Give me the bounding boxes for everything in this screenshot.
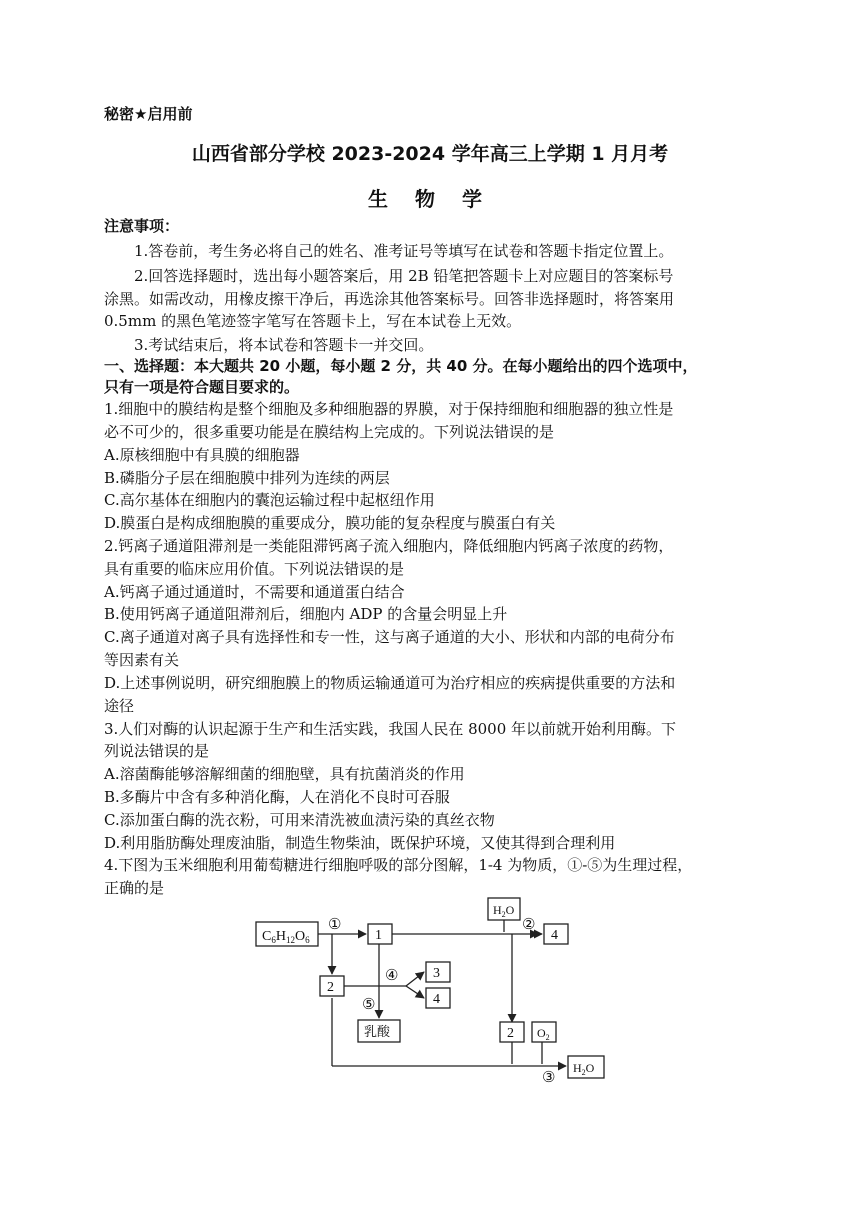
q4-stem-cont: 正确的是 [104, 879, 165, 897]
q2-stem: 2.钙离子通道阻滞剂是一类能阻滞钙离子流入细胞内，降低细胞内钙离子浓度的药物， [104, 537, 674, 555]
q4-stem: 4.下图为玉米细胞利用葡萄糖进行细胞呼吸的部分图解，1-4 为物质，①-⑤为生理过程， [104, 856, 693, 874]
glucose-label: $C_6H_{12}O_6$ [262, 929, 310, 945]
o2-label: $O_2$ [537, 1026, 550, 1042]
notice-item-3: 3.考试结束后，将本试卷和答题卡一并交回。 [134, 336, 434, 354]
step-2-label: ② [522, 917, 536, 933]
lactic-acid-label: 乳酸 [364, 1024, 391, 1039]
subject-title: 生 物 学 [368, 187, 492, 211]
step-3-label: ③ [542, 1070, 556, 1086]
h2o-top-label: $H_2O$ [493, 903, 515, 919]
section-heading-cont: 只有一项是符合题目要求的。 [104, 378, 300, 396]
q3-stem: 3.人们对酶的认识起源于生产和生活实践，我国人民在 8000 年以前就开始利用酶。下 [104, 720, 677, 738]
q2-stem-cont: 具有重要的临床应用价值。下列说法错误的是 [104, 560, 405, 578]
notice-item-2-cont2: 0.5mm 的黑色笔迹签字笔写在答题卡上，写在本试卷上无效。 [104, 312, 522, 330]
box-2-left-label: 2 [327, 980, 334, 995]
q1-option-d: D.膜蛋白是构成细胞膜的重要成分，膜功能的复杂程度与膜蛋白有关 [104, 514, 556, 532]
notice-item-1: 1.答卷前，考生务必将自己的姓名、准考证号等填写在试卷和答题卡指定位置上。 [134, 242, 674, 260]
confidential-mark: 秘密★启用前 [104, 105, 193, 123]
q2-option-c-cont: 等因素有关 [104, 651, 180, 669]
exam-title: 山西省部分学校 2023-2024 学年高三上学期 1 月月考 [191, 143, 669, 165]
step-5-label: ⑤ [362, 997, 376, 1013]
box-4-right-label: 4 [551, 928, 558, 943]
q3-option-a: A.溶菌酶能够溶解细菌的细胞壁，具有抗菌消炎的作用 [104, 765, 465, 783]
notice-item-2: 2.回答选择题时，选出每小题答案后，用 2B 铅笔把答题卡上对应题目的答案标号 [134, 267, 674, 285]
q1-option-a: A.原核细胞中有具膜的细胞器 [104, 446, 300, 464]
q2-option-d-cont: 途径 [104, 697, 135, 715]
q2-option-c: C.离子通道对离子具有选择性和专一性，这与离子通道的大小、形状和内部的电荷分布 [104, 628, 675, 646]
section-heading: 一、选择题：本大题共 20 小题，每小题 2 分，共 40 分。在每小题给出的四个选项中， [104, 357, 698, 375]
q2-option-a: A.钙离子通过通道时，不需要和通道蛋白结合 [104, 583, 405, 601]
q3-option-c: C.添加蛋白酶的洗衣粉，可用来清洗被血渍污染的真丝衣物 [104, 811, 495, 829]
q2-option-d: D.上述事例说明，研究细胞膜上的物质运输通道可为治疗相应的疾病提供重要的方法和 [104, 674, 676, 692]
h2o-bottom-label: $H_2O$ [573, 1061, 595, 1077]
box-3-label: 3 [433, 966, 440, 981]
notice-item-2-cont: 涂黑。如需改动，用橡皮擦干净后，再选涂其他答案标号。回答非选择题时，将答案用 [104, 290, 675, 308]
box-2-right-label: 2 [507, 1026, 514, 1041]
q2-option-b: B.使用钙离子通道阻滞剂后，细胞内 ADP 的含量会明显上升 [104, 605, 508, 623]
q1-option-b: B.磷脂分子层在细胞膜中排列为连续的两层 [104, 469, 390, 487]
q3-stem-cont: 列说法错误的是 [104, 742, 210, 760]
q1-option-c: C.高尔基体在细胞内的囊泡运输过程中起枢纽作用 [104, 491, 435, 509]
q3-option-b: B.多酶片中含有多种消化酶，人在消化不良时可吞服 [104, 788, 450, 806]
box-4-middle-label: 4 [433, 992, 440, 1007]
box-1-label: 1 [375, 928, 382, 943]
step-1-label: ① [328, 917, 342, 933]
q1-stem: 1.细胞中的膜结构是整个细胞及多种细胞器的界膜，对于保持细胞和细胞器的独立性是 [104, 400, 674, 418]
q3-option-d: D.利用脂肪酶处理废油脂，制造生物柴油，既保护环境，又使其得到合理利用 [104, 834, 616, 852]
respiration-diagram [248, 896, 618, 1092]
q1-stem-cont: 必不可少的，很多重要功能是在膜结构上完成的。下列说法错误的是 [104, 423, 555, 441]
step-4-label: ④ [385, 968, 399, 984]
notice-heading: 注意事项： [104, 217, 180, 235]
